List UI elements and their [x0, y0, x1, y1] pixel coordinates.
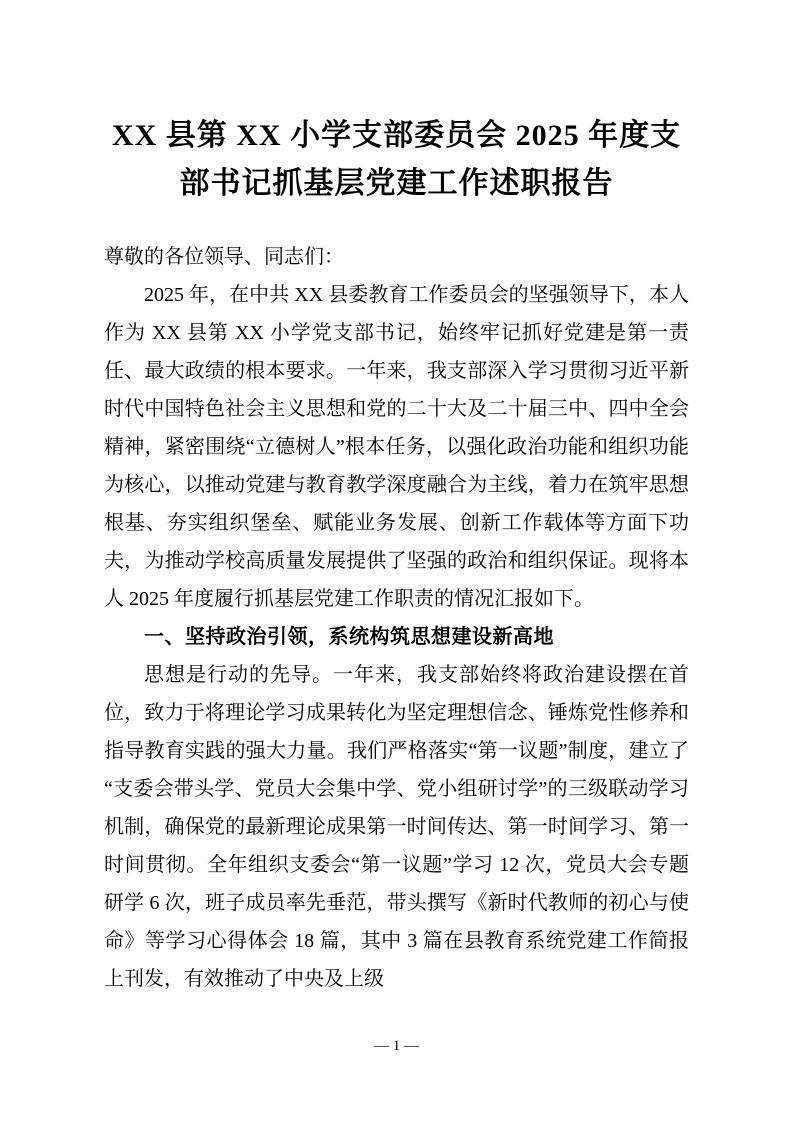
page-number: — 1 —	[374, 1038, 419, 1054]
document-title: XX 县第 XX 小学支部委员会 2025 年度支部书记抓基层党建工作述职报告	[111, 119, 682, 200]
greeting-line: 尊敬的各位领导、同志们：	[104, 246, 344, 268]
paragraph-section-1: 思想是行动的先导。一年来，我支部始终将政治建设摆在首位，致力于将理论学习成果转化为坚定理想信念、锤炼党性修养和指导教育实践的强大力量。我们严格落实“第一议题”制度，建立了“支委会带头学、党员大会集中学、党小组研讨学”的三级联动学习机制，确保党的最新理论成果第一时间传达、第一时间学习、第一时间贯彻。全年组织支委会“第一议题”学习 12 次，党员大会专题研学 6 次，班子成员率先垂范，带头撰写《新时代教师的初心与使命》等学习心得体会 18 篇，其中 3 篇在县教育系统党建工作简报上刊发，有效推动了中央及上级	[104, 664, 689, 990]
paragraph-intro: 2025 年，在中共 XX 县委教育工作委员会的坚强领导下，本人作为 XX 县第 XX 小学党支部书记，始终牢记抓好党建是第一责任、最大政绩的根本要求。一年来，我支部深入学习贯彻习近平新时代中国特色社会主义思想和党的二十大及二十届三中、四中全会精神，紧密围绕“立德树人”根本任务，以强化政治功能和组织功能为核心，以推动党建与教育教学深度融合为主线，着力在筑牢思想根基、夯实组织堡垒、赋能业务发展、创新工作载体等方面下功夫，为推动学校高质量发展提供了坚强的政治和组织保证。现将本人 2025 年度履行抓基层党建工作职责的情况汇报如下。	[104, 284, 689, 610]
section-heading-1: 一、坚持政治引领，系统构筑思想建设新高地	[144, 626, 554, 648]
